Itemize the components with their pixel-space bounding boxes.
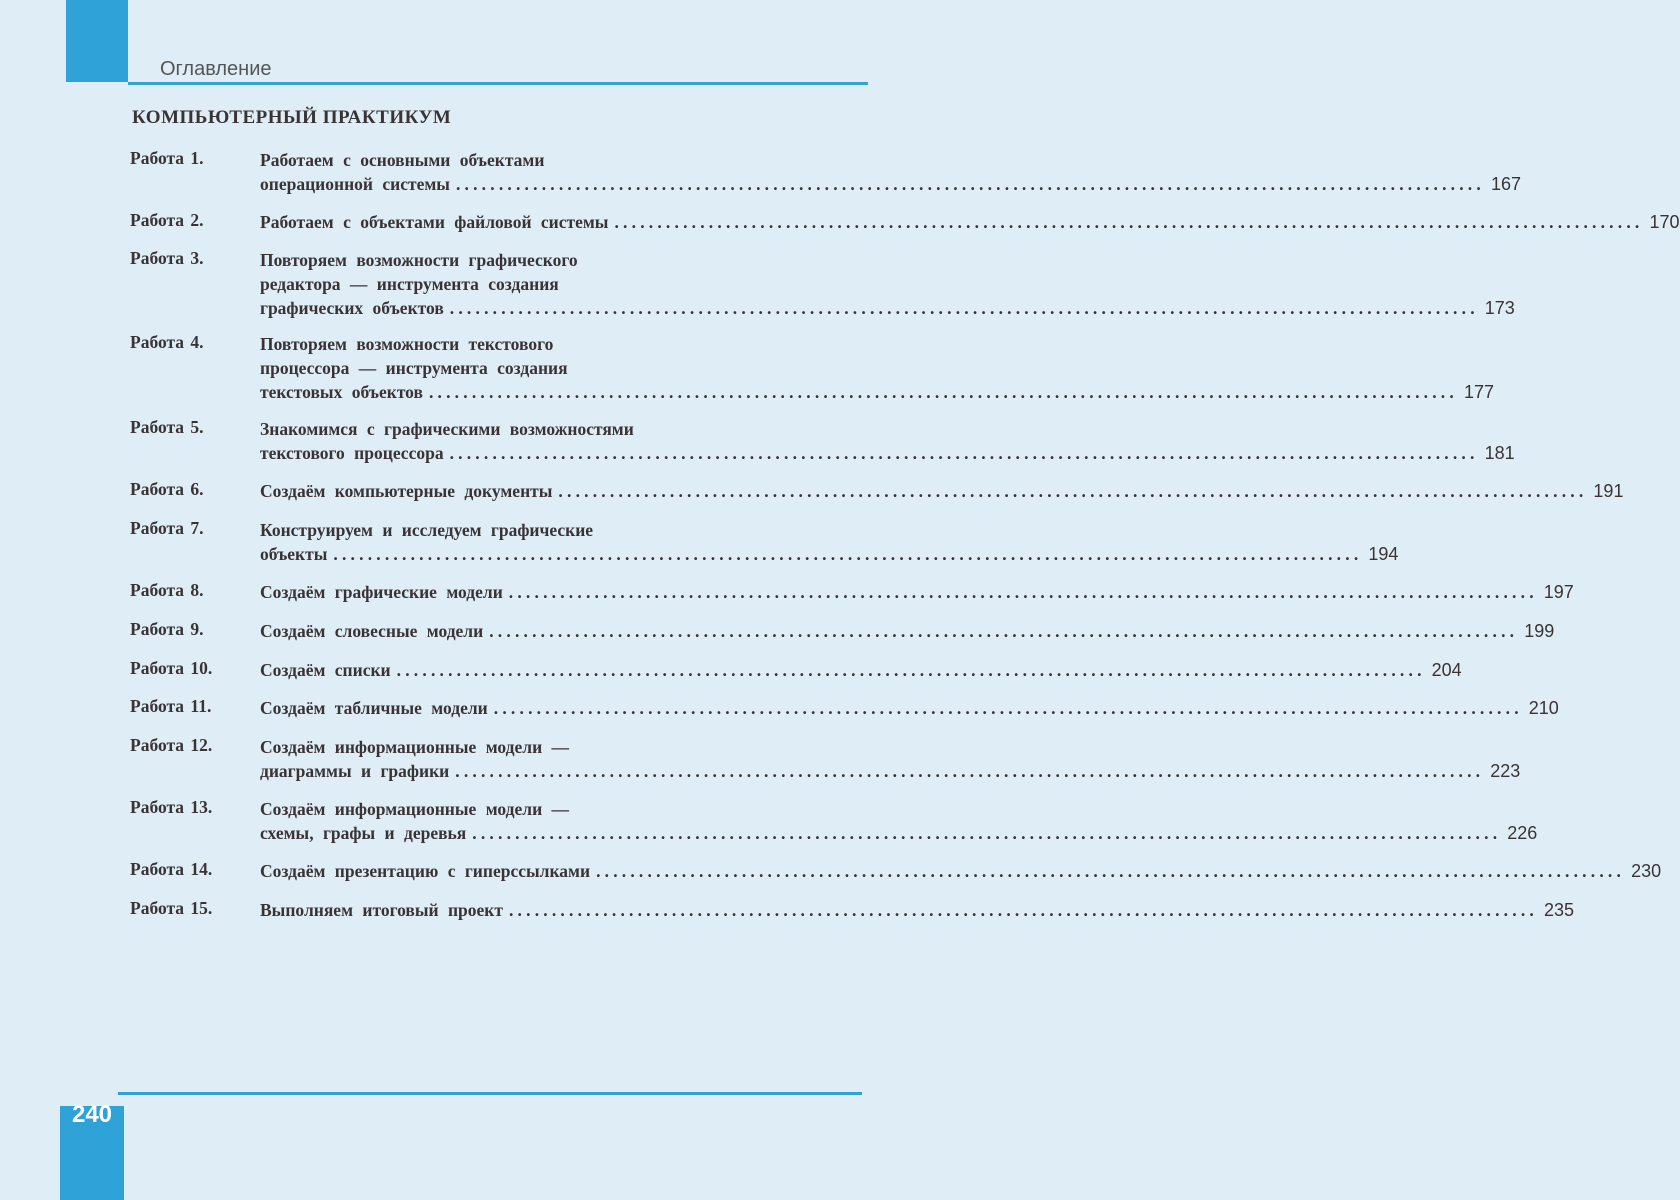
toc-entry-line bbox=[260, 821, 1538, 845]
toc-entry-title bbox=[260, 479, 1624, 503]
toc-entry-page: 170 bbox=[1649, 212, 1680, 232]
toc-entry-line bbox=[260, 441, 1515, 465]
toc-entry-page: 226 bbox=[1507, 823, 1538, 843]
toc-entry-line bbox=[260, 898, 1575, 922]
toc-entry-label: Работа 15. bbox=[130, 898, 213, 918]
toc-entry-title bbox=[260, 148, 1521, 196]
toc-entry-line bbox=[260, 332, 866, 356]
dot-leader: ........................................................................................................................ bbox=[508, 900, 1538, 920]
dot-leader: ........................................................................................................................ bbox=[493, 698, 1523, 718]
footer-rule bbox=[118, 1092, 862, 1095]
dot-leader: ........................................................................................................................ bbox=[472, 823, 1502, 843]
toc-entry-line-text: графических объектов bbox=[260, 298, 444, 318]
toc-entry-title bbox=[260, 898, 1575, 922]
toc-entry-line-text: объекты bbox=[260, 544, 328, 564]
toc-entry-label: Работа 6. bbox=[130, 479, 204, 499]
toc-entry-label: Работа 4. bbox=[130, 332, 204, 352]
toc-entry-line bbox=[260, 759, 1521, 783]
page-number: 240 bbox=[71, 1101, 113, 1128]
toc-entry-title bbox=[260, 332, 1494, 404]
dot-leader: ........................................................................................................................ bbox=[596, 861, 1626, 881]
toc-entry-line-text: Повторяем возможности графического bbox=[260, 250, 578, 270]
toc-entry-line bbox=[260, 658, 1462, 682]
toc-entry-line bbox=[260, 356, 866, 380]
dot-leader: ........................................................................................................................ bbox=[455, 761, 1485, 781]
toc-entry-line bbox=[260, 696, 1559, 720]
dot-leader: ........................................................................................................................ bbox=[489, 621, 1519, 641]
toc-entry-line bbox=[260, 210, 1680, 234]
header-rule bbox=[128, 82, 868, 85]
toc-entry-line bbox=[260, 417, 866, 441]
dot-leader: ........................................................................................................................ bbox=[449, 298, 1479, 318]
toc-entry-label: Работа 8. bbox=[130, 580, 204, 600]
toc-entry-title bbox=[260, 859, 1662, 883]
toc-entry-page: 199 bbox=[1524, 621, 1555, 641]
toc-entry-page: 173 bbox=[1484, 298, 1515, 318]
toc-entry-title bbox=[260, 797, 1538, 845]
toc-entry-line-text: текстовых объектов bbox=[260, 382, 423, 402]
toc-entry-label: Работа 7. bbox=[130, 518, 204, 538]
toc-entry-line-text: Создаём презентацию с гиперссылками bbox=[260, 861, 591, 881]
toc-entry-line-text: Повторяем возможности текстового bbox=[260, 334, 554, 354]
toc-entry-page: 230 bbox=[1631, 861, 1662, 881]
toc-entry-title bbox=[260, 696, 1559, 720]
toc-entry-line-text: диаграммы и графики bbox=[260, 761, 450, 781]
toc-entry-title bbox=[260, 580, 1574, 604]
toc-entry-line-text: Создаём списки bbox=[260, 660, 391, 680]
toc-entry-line-text: Выполняем итоговый проект bbox=[260, 900, 503, 920]
section-title: КОМПЬЮТЕРНЫЙ ПРАКТИКУМ bbox=[132, 107, 452, 128]
toc-entry-page: 194 bbox=[1368, 544, 1399, 564]
toc-entry-line bbox=[260, 272, 866, 296]
toc-entry-label: Работа 1. bbox=[130, 148, 204, 168]
header-accent-strip bbox=[66, 0, 128, 82]
toc-entry-page: 191 bbox=[1593, 481, 1624, 501]
toc-entry-page: 210 bbox=[1528, 698, 1559, 718]
dot-leader: ........................................................................................................................ bbox=[449, 443, 1479, 463]
toc-entry-line-text: схемы, графы и деревья bbox=[260, 823, 467, 843]
toc-entry-line-text: Работаем с основными объектами bbox=[260, 150, 545, 170]
dot-leader: ........................................................................................................................ bbox=[508, 582, 1538, 602]
toc-entry-page: 223 bbox=[1490, 761, 1521, 781]
toc-entry-line bbox=[260, 542, 1399, 566]
toc-entry-line bbox=[260, 380, 1494, 404]
toc-entry-line-text: Конструируем и исследуем графические bbox=[260, 520, 594, 540]
toc-entry-title bbox=[260, 658, 1462, 682]
toc-entry-title bbox=[260, 417, 1515, 465]
toc-entry-line bbox=[260, 518, 866, 542]
toc-entry-line bbox=[260, 735, 866, 759]
toc-entry-line bbox=[260, 296, 1515, 320]
toc-entry-line-text: операционной системы bbox=[260, 174, 450, 194]
toc-entry-title bbox=[260, 248, 1515, 320]
toc-entry-line-text: Создаём компьютерные документы bbox=[260, 481, 553, 501]
toc-entry-line-text: Создаём информационные модели — bbox=[260, 799, 570, 819]
running-header-title: Оглавление bbox=[160, 58, 272, 80]
toc-entry-line bbox=[260, 248, 866, 272]
toc-entry-label: Работа 2. bbox=[130, 210, 204, 230]
toc-entry-line-text: Создаём информационные модели — bbox=[260, 737, 570, 757]
toc-entry-page: 197 bbox=[1543, 582, 1574, 602]
toc-entry-page: 235 bbox=[1543, 900, 1575, 920]
toc-entry-label: Работа 10. bbox=[130, 658, 213, 678]
toc-entry-page: 204 bbox=[1431, 660, 1462, 680]
toc-entry-line bbox=[260, 148, 866, 172]
toc-entry-line bbox=[260, 797, 866, 821]
toc-entry-line-text: процессора — инструмента создания bbox=[260, 358, 568, 378]
toc-entry-line bbox=[260, 479, 1624, 503]
toc-entry-page: 177 bbox=[1463, 382, 1494, 402]
toc-entry-label: Работа 13. bbox=[130, 797, 213, 817]
toc-entry-label: Работа 3. bbox=[130, 248, 204, 268]
toc-entry-title bbox=[260, 735, 1521, 783]
toc-entry-label: Работа 11. bbox=[130, 696, 212, 716]
toc-entry-line bbox=[260, 619, 1555, 643]
dot-leader: ........................................................................................................................ bbox=[455, 174, 1485, 194]
toc-entry-line-text: текстового процессора bbox=[260, 443, 444, 463]
dot-leader: ........................................................................................................................ bbox=[558, 481, 1588, 501]
toc-entry-page: 167 bbox=[1490, 174, 1521, 194]
toc-entry-line-text: Создаём табличные модели bbox=[260, 698, 488, 718]
toc-entry-line-text: Работаем с объектами файловой системы bbox=[260, 212, 609, 232]
toc-entry-line-text: Создаём графические модели bbox=[260, 582, 503, 602]
dot-leader: ........................................................................................................................ bbox=[614, 212, 1644, 232]
dot-leader: ........................................................................................................................ bbox=[333, 544, 1363, 564]
toc-entry-title bbox=[260, 619, 1555, 643]
dot-leader: ........................................................................................................................ bbox=[428, 382, 1458, 402]
toc-entry-line bbox=[260, 859, 1662, 883]
toc-entry-line bbox=[260, 172, 1521, 196]
toc-entry-title bbox=[260, 518, 1399, 566]
toc-entry-page: 181 bbox=[1484, 443, 1515, 463]
toc-entry-line-text: Знакомимся с графическими возможностями bbox=[260, 419, 634, 439]
toc-entry-line bbox=[260, 580, 1574, 604]
toc-entry-title bbox=[260, 210, 1680, 234]
toc-entry-label: Работа 14. bbox=[130, 859, 213, 879]
toc-entry-line-text: редактора — инструмента создания bbox=[260, 274, 559, 294]
toc-entry-line-text: Создаём словесные модели bbox=[260, 621, 484, 641]
toc-entry-label: Работа 9. bbox=[130, 619, 204, 639]
toc-entry-label: Работа 5. bbox=[130, 417, 204, 437]
toc-entry-label: Работа 12. bbox=[130, 735, 213, 755]
dot-leader: ........................................................................................................................ bbox=[396, 660, 1426, 680]
